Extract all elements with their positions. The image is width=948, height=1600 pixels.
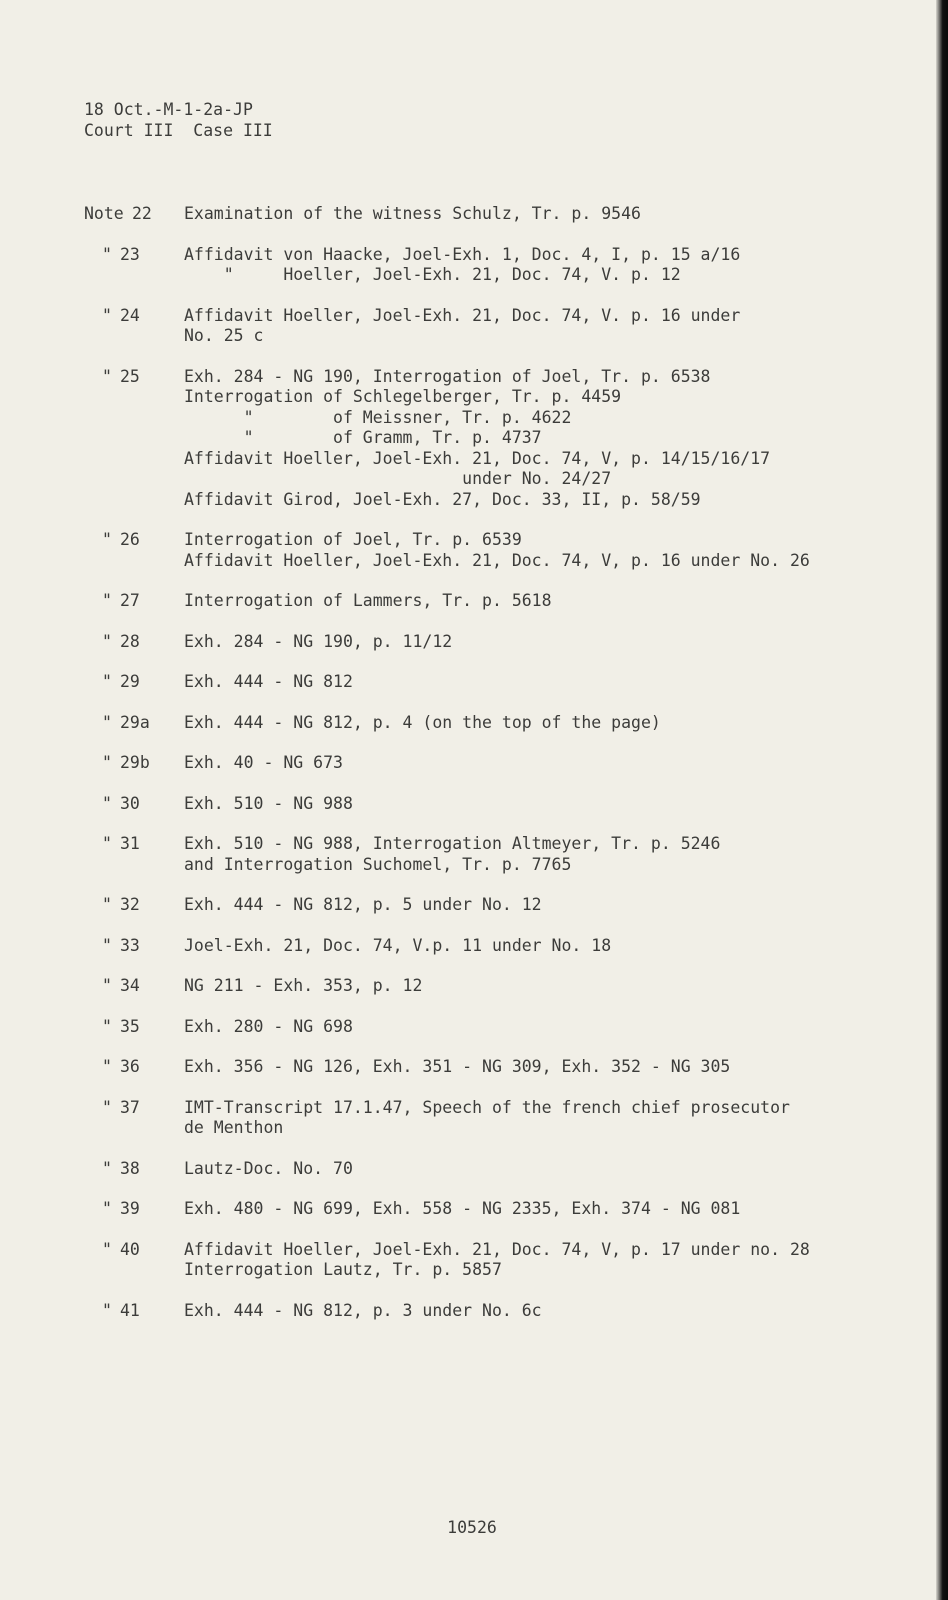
note-prefix: ": [102, 834, 112, 853]
note-text-line: de Menthon: [184, 1118, 284, 1137]
note-text-line: Affidavit Girod, Joel-Exh. 27, Doc. 33, II, p. 58/59: [184, 489, 701, 509]
note-label: [84, 204, 184, 223]
note-text-line: Interrogation Lautz, Tr. p. 5857: [184, 1260, 502, 1279]
note-prefix: ": [102, 1199, 112, 1218]
note-label: [84, 1240, 184, 1259]
note-entry: [84, 834, 924, 875]
note-text-line: NG 211 - Exh. 353, p. 12: [184, 976, 423, 995]
note-text-line: Exh. 480 - NG 699, Exh. 558 - NG 2335, Exh. 374 - NG 081: [184, 1199, 741, 1218]
note-text-line: Exh. 510 - NG 988: [184, 793, 353, 813]
note-text-line: Affidavit Hoeller, Joel-Exh. 21, Doc. 74, V, p. 14/15/16/17: [184, 448, 771, 468]
note-label: [84, 1017, 184, 1036]
note-text: [184, 1159, 924, 1180]
note-prefix: ": [102, 1097, 112, 1117]
note-label: [84, 672, 184, 691]
note-text: [184, 306, 924, 347]
note-label: [84, 976, 184, 995]
note-number: 26: [120, 530, 140, 549]
note-text-line: Lautz-Doc. No. 70: [184, 1158, 353, 1178]
note-text: [184, 1098, 924, 1139]
note-entry: [84, 632, 924, 653]
note-prefix: ": [102, 935, 112, 955]
note-label: [84, 1057, 184, 1076]
note-number: 36: [120, 1057, 140, 1076]
note-entry: [84, 1240, 924, 1281]
note-text: [184, 1240, 924, 1281]
note-text: [184, 936, 924, 957]
note-label: [84, 753, 184, 772]
note-label: [84, 1098, 184, 1117]
note-number: 37: [120, 1097, 140, 1117]
note-prefix: ": [102, 305, 112, 325]
notes-list: [84, 204, 924, 1321]
note-number: 31: [120, 834, 140, 853]
note-entry: [84, 753, 924, 774]
note-text-line: Interrogation of Schlegelberger, Tr. p. 4459: [184, 387, 622, 406]
note-text: [184, 632, 924, 653]
note-entry: [84, 367, 924, 511]
note-number: 34: [120, 976, 140, 995]
note-number: 24: [120, 305, 140, 325]
note-number: 40: [120, 1239, 140, 1259]
header-reference: 18 Oct.-M-1-2a-JP: [84, 100, 253, 119]
note-prefix: ": [102, 591, 112, 610]
note-text-line: Exh. 356 - NG 126, Exh. 351 - NG 309, Exh. 352 - NG 305: [184, 1057, 731, 1076]
note-entry: [84, 1017, 924, 1038]
note-text-line: Joel-Exh. 21, Doc. 74, V.p. 11 under No. 18: [184, 935, 612, 955]
note-text-line: Exh. 284 - NG 190, p. 11/12: [184, 631, 453, 651]
note-text: [184, 1301, 924, 1322]
page-edge: [936, 0, 948, 1600]
note-prefix: ": [102, 244, 112, 264]
note-text-line: Exh. 40 - NG 673: [184, 753, 343, 772]
note-text-line: " of Gramm, Tr. p. 4737: [184, 428, 542, 447]
note-prefix: ": [102, 895, 112, 914]
note-prefix: ": [102, 366, 112, 386]
note-text-line: Exh. 444 - NG 812: [184, 672, 353, 691]
note-text: [184, 204, 924, 225]
note-prefix: ": [102, 1300, 112, 1320]
note-text: [184, 672, 924, 693]
note-entry: [84, 245, 924, 286]
note-label: [84, 794, 184, 813]
note-label: [84, 1159, 184, 1178]
note-label: [84, 834, 184, 853]
note-entry: [84, 204, 924, 225]
note-number: 29b: [120, 753, 150, 772]
note-prefix: ": [102, 631, 112, 651]
note-label: [84, 306, 184, 325]
note-prefix: ": [102, 976, 112, 995]
note-text-line: Affidavit von Haacke, Joel-Exh. 1, Doc. 4, I, p. 15 a/16: [184, 244, 741, 264]
note-text-line: Affidavit Hoeller, Joel-Exh. 21, Doc. 74, V. p. 16 under: [184, 305, 741, 325]
note-text: [184, 245, 924, 286]
note-prefix: Note: [84, 204, 124, 223]
note-entry: [84, 306, 924, 347]
header-court-case: Court III Case III: [84, 121, 273, 140]
note-number: 29a: [120, 712, 150, 732]
note-label: [84, 245, 184, 264]
note-text-line: Affidavit Hoeller, Joel-Exh. 21, Doc. 74, V, p. 16 under No. 26: [184, 550, 810, 570]
note-text-line: Exh. 284 - NG 190, Interrogation of Joel, Tr. p. 6538: [184, 366, 711, 386]
note-prefix: ": [102, 672, 112, 691]
note-prefix: ": [102, 753, 112, 772]
note-number: 41: [120, 1300, 140, 1320]
note-text-line: Interrogation of Joel, Tr. p. 6539: [184, 530, 522, 549]
note-text-line: Exh. 444 - NG 812, p. 4 (on the top of the page): [184, 712, 661, 732]
note-entry: [84, 1159, 924, 1180]
note-number: 35: [120, 1016, 140, 1036]
note-number: 25: [120, 366, 140, 386]
note-number: 33: [120, 935, 140, 955]
note-number: 38: [120, 1158, 140, 1178]
note-label: [84, 632, 184, 651]
document-header: [84, 99, 273, 141]
note-prefix: ": [102, 793, 112, 813]
note-entry: [84, 1301, 924, 1322]
note-prefix: ": [102, 530, 112, 549]
note-text-line: " Hoeller, Joel-Exh. 21, Doc. 74, V. p. 12: [184, 265, 681, 284]
note-text: [184, 530, 924, 571]
note-number: 30: [120, 793, 140, 813]
note-prefix: ": [102, 1239, 112, 1259]
note-entry: [84, 672, 924, 693]
note-text-line: Exh. 444 - NG 812, p. 3 under No. 6c: [184, 1300, 542, 1320]
note-text: [184, 1199, 924, 1220]
note-text-line: Affidavit Hoeller, Joel-Exh. 21, Doc. 74, V, p. 17 under no. 28: [184, 1239, 810, 1259]
note-text-line: Interrogation of Lammers, Tr. p. 5618: [184, 591, 552, 610]
note-text-line: " of Meissner, Tr. p. 4622: [184, 407, 572, 427]
note-prefix: ": [102, 712, 112, 732]
note-number: 28: [120, 631, 140, 651]
note-label: [84, 936, 184, 955]
note-number: 22: [132, 204, 152, 223]
note-text: [184, 1057, 924, 1078]
note-prefix: ": [102, 1158, 112, 1178]
note-entry: [84, 976, 924, 997]
note-text: [184, 713, 924, 734]
note-entry: [84, 794, 924, 815]
note-entry: [84, 591, 924, 612]
note-text-line: IMT-Transcript 17.1.47, Speech of the french chief prosecutor: [184, 1097, 790, 1117]
note-text-line: No. 25 c: [184, 326, 264, 345]
note-entry: [84, 530, 924, 571]
note-entry: [84, 1057, 924, 1078]
note-text: [184, 1017, 924, 1038]
note-label: [84, 713, 184, 732]
note-text-line: and Interrogation Suchomel, Tr. p. 7765: [184, 854, 572, 874]
note-number: 27: [120, 591, 140, 610]
note-entry: [84, 895, 924, 916]
note-text: [184, 367, 924, 511]
page-number: 10526: [447, 1518, 497, 1537]
note-label: [84, 1199, 184, 1218]
note-text: [184, 834, 924, 875]
note-text: [184, 591, 924, 612]
note-label: [84, 367, 184, 386]
note-text: [184, 895, 924, 916]
note-label: [84, 895, 184, 914]
note-entry: [84, 936, 924, 957]
note-text: [184, 794, 924, 815]
note-number: 32: [120, 895, 140, 914]
note-text-line: Examination of the witness Schulz, Tr. p. 9546: [184, 204, 641, 223]
note-text-line: Exh. 280 - NG 698: [184, 1016, 353, 1036]
note-entry: [84, 1098, 924, 1139]
note-entry: [84, 713, 924, 734]
note-text: [184, 753, 924, 774]
note-prefix: ": [102, 1016, 112, 1036]
note-number: 23: [120, 244, 140, 264]
note-number: 39: [120, 1199, 140, 1218]
note-label: [84, 1301, 184, 1320]
note-label: [84, 530, 184, 549]
note-text-line: Exh. 444 - NG 812, p. 5 under No. 12: [184, 895, 542, 914]
note-text-line: Exh. 510 - NG 988, Interrogation Altmeyer, Tr. p. 5246: [184, 834, 721, 853]
note-prefix: ": [102, 1057, 112, 1076]
note-number: 29: [120, 672, 140, 691]
note-text-line: under No. 24/27: [184, 469, 612, 488]
note-entry: [84, 1199, 924, 1220]
note-label: [84, 591, 184, 610]
note-text: [184, 976, 924, 997]
